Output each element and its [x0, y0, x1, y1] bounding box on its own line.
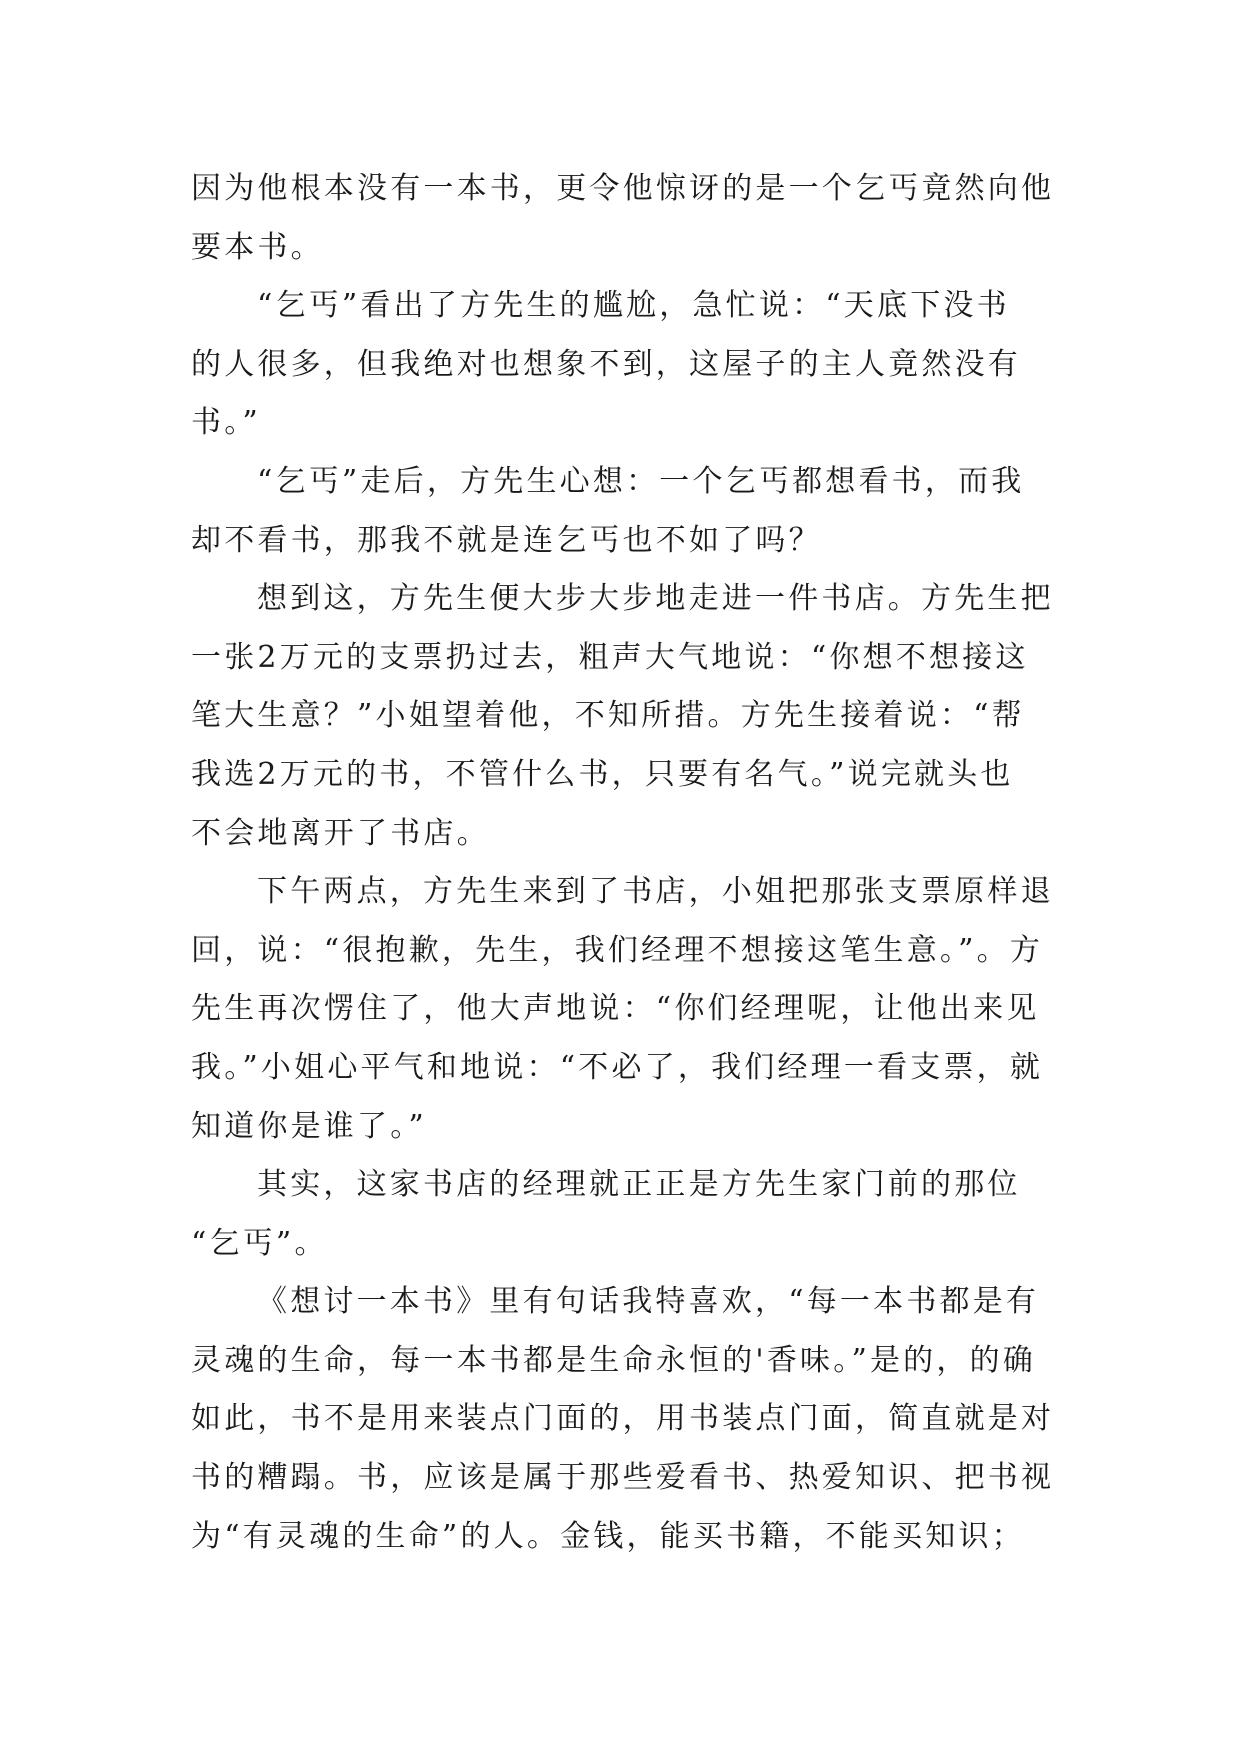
- text-line: 回，说：“很抱歉，先生，我们经理不想接这笔生意。”。方: [191, 932, 1044, 968]
- text-line: 灵魂的生命，每一本书都是生命永恒的'香味。”是的，的确: [191, 1342, 1036, 1378]
- text-line: 我。”小姐心平气和地说：“不必了，我们经理一看支票，就: [191, 1049, 1044, 1085]
- document-body: [191, 160, 1071, 1566]
- text-line: 先生再次愣住了，他大声地说：“你们经理呢，让他出来见: [191, 991, 1040, 1027]
- text-line: 为“有灵魂的生命”的人。金钱，能买书籍，不能买知识；: [191, 1518, 1025, 1554]
- text-line: 书的糟蹋。书，应该是属于那些爱看书、热爱知识、把书视: [191, 1460, 1055, 1496]
- text-line: 却不看书，那我不就是连乞丐也不如了吗？: [191, 522, 822, 558]
- paragraph-start-line: “乞丐”走后，方先生心想：一个乞丐都想看书，而我: [257, 463, 1025, 499]
- text-line: 因为他根本没有一本书，更令他惊讶的是一个乞丐竟然向他: [191, 171, 1055, 206]
- text-line: 我选2万元的书，不管什么书，只要有名气。”说完就头也: [191, 756, 1014, 792]
- paragraph-start-line: 其实，这家书店的经理就正正是方先生家门前的那位: [257, 1167, 1021, 1203]
- text-line: 一张2万元的支票扔过去，粗声大气地说：“你想不想接这: [191, 639, 1029, 675]
- text-line: 笔大生意？”小姐望着他，不知所措。方先生接着说：“帮: [191, 698, 1025, 734]
- text-line: 不会地离开了书店。: [191, 815, 490, 851]
- text-line: 如此，书不是用来装点门面的，用书装点门面，简直就是对: [191, 1401, 1055, 1437]
- text-line: 要本书。: [191, 229, 324, 265]
- paragraph-start-line: 想到这，方先生便大步大步地走进一件书店。方先生把: [257, 581, 1054, 617]
- text-line: 知道你是谁了。”: [191, 1108, 427, 1144]
- text-line: 的人很多，但我绝对也想象不到，这屋子的主人竟然没有: [191, 346, 1021, 382]
- paragraph-start-line: “乞丐”看出了方先生的尴尬，急忙说：“天底下没书: [257, 288, 1010, 324]
- paragraph-start-line: 下午两点，方先生来到了书店，小姐把那张支票原样退: [257, 874, 1054, 910]
- text-line: 书。”: [191, 405, 261, 441]
- text-line: “乞丐”。: [191, 1225, 328, 1261]
- paragraph-start-line: 《想讨一本书》里有句话我特喜欢，“每一本书都是有: [257, 1284, 1040, 1320]
